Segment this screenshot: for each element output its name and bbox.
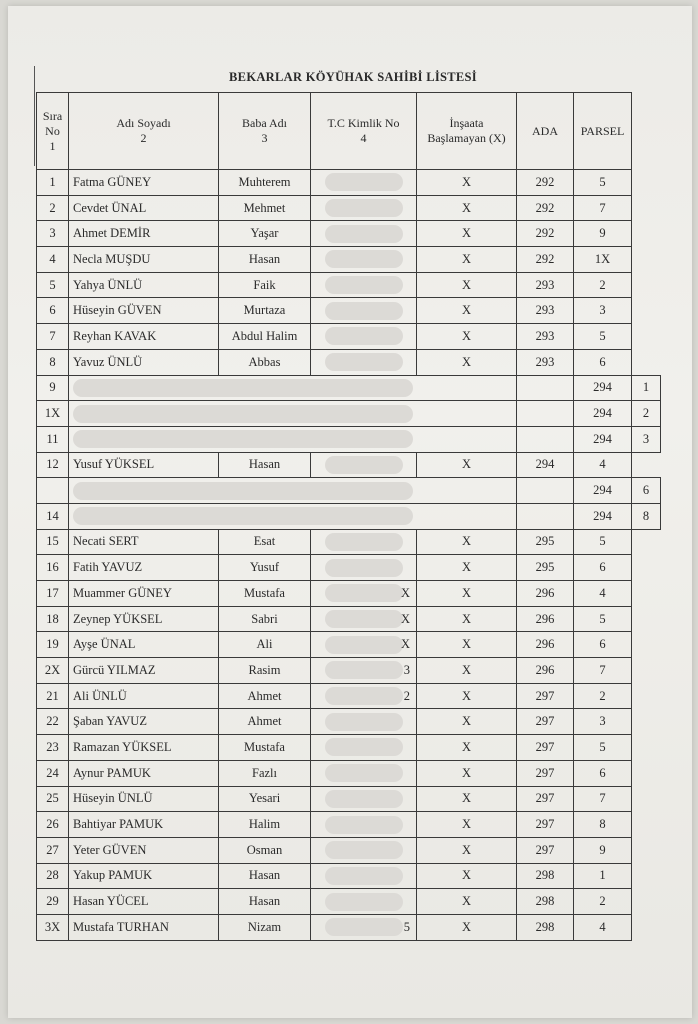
row-number: 15 xyxy=(37,529,69,555)
father-name: Hasan xyxy=(219,452,311,478)
redaction-blur xyxy=(325,584,403,602)
person-name: Zeynep YÜKSEL xyxy=(69,606,219,632)
ada-number: 294 xyxy=(574,478,632,504)
tc-kimlik-cell xyxy=(311,837,417,863)
row-number: 3 xyxy=(37,221,69,247)
tc-kimlik-cell xyxy=(311,195,417,221)
parsel-number: 6 xyxy=(574,349,632,375)
redaction-blur xyxy=(325,199,403,217)
ada-number: 297 xyxy=(517,837,574,863)
tc-kimlik-cell xyxy=(311,812,417,838)
father-name: Mustafa xyxy=(219,581,311,607)
person-name: Cevdet ÜNAL xyxy=(69,195,219,221)
ada-number: 293 xyxy=(517,349,574,375)
row-number: 6 xyxy=(37,298,69,324)
parsel-number: 9 xyxy=(574,221,632,247)
redaction-blur xyxy=(325,636,403,654)
ada-number: 296 xyxy=(517,632,574,658)
parsel-number: 5 xyxy=(574,606,632,632)
person-name: Yeter GÜVEN xyxy=(69,837,219,863)
row-number: 26 xyxy=(37,812,69,838)
tc-kimlik-cell xyxy=(311,452,417,478)
father-name: Esat xyxy=(219,529,311,555)
row-number: 1X xyxy=(37,401,69,427)
parsel-number: 7 xyxy=(574,786,632,812)
father-name: Faik xyxy=(219,272,311,298)
redaction-blur xyxy=(325,302,403,320)
construction-mark: X xyxy=(417,555,517,581)
tc-kimlik-cell xyxy=(311,760,417,786)
table-row xyxy=(37,529,661,555)
construction-mark xyxy=(517,401,574,427)
table-row xyxy=(37,914,661,940)
redaction-blur xyxy=(325,841,403,859)
father-name: Yesari xyxy=(219,786,311,812)
redaction-blur xyxy=(325,893,403,911)
ada-number: 298 xyxy=(517,863,574,889)
table-row xyxy=(37,760,661,786)
father-name: Abbas xyxy=(219,349,311,375)
ada-number: 297 xyxy=(517,735,574,761)
table-row xyxy=(37,247,661,273)
table-row xyxy=(37,658,661,684)
person-name: Ramazan YÜKSEL xyxy=(69,735,219,761)
row-number: 28 xyxy=(37,863,69,889)
redaction-blur xyxy=(325,713,403,731)
tc-kimlik-cell xyxy=(311,658,417,684)
table-row xyxy=(37,503,661,529)
redacted-entry xyxy=(69,375,517,401)
father-name: Abdul Halim xyxy=(219,324,311,350)
construction-mark: X xyxy=(417,786,517,812)
row-number: 23 xyxy=(37,735,69,761)
redaction-blur xyxy=(325,661,403,679)
person-name: Yakup PAMUK xyxy=(69,863,219,889)
person-name: Necla MUŞDU xyxy=(69,247,219,273)
header-tc-kimlik-no: T.C Kimlik No 4 xyxy=(311,93,417,170)
construction-mark: X xyxy=(417,606,517,632)
father-name: Yaşar xyxy=(219,221,311,247)
tc-visible-fragment: X xyxy=(400,611,410,626)
ada-number: 295 xyxy=(517,529,574,555)
redaction-blur xyxy=(325,764,403,782)
table-row xyxy=(37,195,661,221)
father-name: Hasan xyxy=(219,863,311,889)
ada-number: 294 xyxy=(574,375,632,401)
construction-mark: X xyxy=(417,658,517,684)
ada-number: 292 xyxy=(517,170,574,196)
redaction-blur xyxy=(73,507,413,525)
tc-kimlik-cell xyxy=(311,914,417,940)
parsel-number: 1 xyxy=(574,863,632,889)
tc-kimlik-cell xyxy=(311,247,417,273)
row-number xyxy=(37,478,69,504)
construction-mark: X xyxy=(417,760,517,786)
ada-number: 297 xyxy=(517,683,574,709)
parsel-number: 5 xyxy=(574,324,632,350)
table-row xyxy=(37,606,661,632)
parsel-number: 7 xyxy=(574,658,632,684)
redaction-blur xyxy=(73,482,413,500)
tc-kimlik-cell xyxy=(311,529,417,555)
ada-number: 297 xyxy=(517,786,574,812)
row-number: 2 xyxy=(37,195,69,221)
table-row xyxy=(37,375,661,401)
parsel-number: 3 xyxy=(574,298,632,324)
person-name: Hüseyin ÜNLÜ xyxy=(69,786,219,812)
parsel-number: 6 xyxy=(632,478,661,504)
parsel-number: 1 xyxy=(632,375,661,401)
redaction-blur xyxy=(325,816,403,834)
table-row xyxy=(37,863,661,889)
table-row xyxy=(37,709,661,735)
construction-mark: X xyxy=(417,221,517,247)
redaction-blur xyxy=(325,533,403,551)
header-ada: ADA xyxy=(517,93,574,170)
ada-number: 293 xyxy=(517,324,574,350)
row-number: 8 xyxy=(37,349,69,375)
father-name: Ahmet xyxy=(219,709,311,735)
redaction-blur xyxy=(325,250,403,268)
row-number: 29 xyxy=(37,889,69,915)
redaction-blur xyxy=(325,225,403,243)
construction-mark xyxy=(517,375,574,401)
table-row xyxy=(37,298,661,324)
document-title: BEKARLAR KÖYÜHAK SAHİBİ LİSTESİ xyxy=(229,70,477,84)
table-row xyxy=(37,812,661,838)
construction-mark: X xyxy=(417,272,517,298)
father-name: Sabri xyxy=(219,606,311,632)
father-name: Rasim xyxy=(219,658,311,684)
row-number: 17 xyxy=(37,581,69,607)
ada-number: 297 xyxy=(517,812,574,838)
father-name: Osman xyxy=(219,837,311,863)
redaction-blur xyxy=(325,867,403,885)
tc-visible-fragment: 2 xyxy=(403,688,410,703)
row-number: 14 xyxy=(37,503,69,529)
person-name: Ahmet DEMİR xyxy=(69,221,219,247)
parsel-number: 2 xyxy=(574,272,632,298)
redaction-blur xyxy=(325,173,403,191)
parsel-number: 1X xyxy=(574,247,632,273)
ada-number: 298 xyxy=(517,914,574,940)
redacted-entry xyxy=(69,426,517,452)
person-name: Hüseyin GÜVEN xyxy=(69,298,219,324)
tc-visible-fragment: X xyxy=(400,637,410,652)
ada-number: 296 xyxy=(517,581,574,607)
row-number: 9 xyxy=(37,375,69,401)
table-row xyxy=(37,735,661,761)
tc-kimlik-cell xyxy=(311,324,417,350)
tc-kimlik-cell xyxy=(311,555,417,581)
parsel-number: 3 xyxy=(574,709,632,735)
row-number: 21 xyxy=(37,683,69,709)
father-name: Nizam xyxy=(219,914,311,940)
tc-visible-fragment: X xyxy=(400,586,410,600)
person-name: Muammer GÜNEY xyxy=(69,581,219,607)
redaction-blur xyxy=(325,559,403,577)
construction-mark: X xyxy=(417,581,517,607)
table-row xyxy=(37,555,661,581)
redaction-blur xyxy=(73,379,413,397)
ada-number: 297 xyxy=(517,709,574,735)
row-number: 25 xyxy=(37,786,69,812)
ada-number: 292 xyxy=(517,221,574,247)
construction-mark: X xyxy=(417,837,517,863)
redaction-blur xyxy=(325,456,403,474)
father-name: Halim xyxy=(219,812,311,838)
table-row xyxy=(37,452,661,478)
ada-number: 296 xyxy=(517,658,574,684)
redaction-blur xyxy=(325,687,403,705)
person-name: Mustafa TURHAN xyxy=(69,914,219,940)
document-page xyxy=(8,6,692,1018)
construction-mark: X xyxy=(417,349,517,375)
table-row xyxy=(37,581,661,607)
parsel-number: 2 xyxy=(632,401,661,427)
row-number: 18 xyxy=(37,606,69,632)
person-name: Gürcü YILMAZ xyxy=(69,658,219,684)
construction-mark: X xyxy=(417,914,517,940)
table-row xyxy=(37,170,661,196)
construction-mark: X xyxy=(417,632,517,658)
construction-mark: X xyxy=(417,298,517,324)
parsel-number: 2 xyxy=(574,683,632,709)
parsel-number: 6 xyxy=(574,760,632,786)
parsel-number: 6 xyxy=(574,555,632,581)
ada-number: 292 xyxy=(517,195,574,221)
redaction-blur xyxy=(325,790,403,808)
ada-number: 295 xyxy=(517,555,574,581)
row-number: 19 xyxy=(37,632,69,658)
tc-kimlik-cell xyxy=(311,683,417,709)
ada-number: 298 xyxy=(517,889,574,915)
ada-number: 293 xyxy=(517,272,574,298)
table-row xyxy=(37,889,661,915)
table-row xyxy=(37,683,661,709)
redaction-blur xyxy=(325,327,403,345)
construction-mark xyxy=(517,503,574,529)
parsel-number: 3 xyxy=(632,426,661,452)
construction-mark: X xyxy=(417,683,517,709)
table-row xyxy=(37,272,661,298)
table-row xyxy=(37,478,661,504)
tc-kimlik-cell xyxy=(311,349,417,375)
redaction-blur xyxy=(325,738,403,756)
ada-number: 297 xyxy=(517,760,574,786)
person-name: Ali ÜNLÜ xyxy=(69,683,219,709)
table-row xyxy=(37,837,661,863)
redaction-blur xyxy=(325,918,403,936)
row-number: 11 xyxy=(37,426,69,452)
father-name: Hasan xyxy=(219,889,311,915)
ada-number: 296 xyxy=(517,606,574,632)
header-sira-no: Sıra No 1 xyxy=(37,93,69,170)
person-name: Hasan YÜCEL xyxy=(69,889,219,915)
redacted-entry xyxy=(69,401,517,427)
parsel-number: 8 xyxy=(632,503,661,529)
construction-mark: X xyxy=(417,195,517,221)
tc-kimlik-cell xyxy=(311,863,417,889)
father-name: Hasan xyxy=(219,247,311,273)
header-row xyxy=(37,93,661,170)
construction-mark: X xyxy=(417,735,517,761)
table-row xyxy=(37,324,661,350)
table-row xyxy=(37,632,661,658)
tc-visible-fragment: 5 xyxy=(403,919,410,934)
parsel-number: 9 xyxy=(574,837,632,863)
ada-number: 294 xyxy=(574,503,632,529)
parsel-number: 4 xyxy=(574,914,632,940)
father-name: Ahmet xyxy=(219,683,311,709)
redaction-blur xyxy=(325,276,403,294)
father-name: Mustafa xyxy=(219,735,311,761)
table-row xyxy=(37,221,661,247)
row-number: 16 xyxy=(37,555,69,581)
person-name: Yusuf YÜKSEL xyxy=(69,452,219,478)
parsel-number: 5 xyxy=(574,170,632,196)
table-row xyxy=(37,786,661,812)
tc-kimlik-cell xyxy=(311,272,417,298)
table-row xyxy=(37,426,661,452)
person-name: Bahtiyar PAMUK xyxy=(69,812,219,838)
construction-mark: X xyxy=(417,452,517,478)
construction-mark: X xyxy=(417,863,517,889)
table-row xyxy=(37,401,661,427)
ada-number: 292 xyxy=(517,247,574,273)
person-name: Fatih YAVUZ xyxy=(69,555,219,581)
beneficiary-table xyxy=(36,92,661,941)
redaction-blur xyxy=(73,405,413,423)
row-number: 24 xyxy=(37,760,69,786)
header-parsel: PARSEL xyxy=(574,93,632,170)
header-baba-adi: Baba Adı 3 xyxy=(219,93,311,170)
tc-kimlik-cell xyxy=(311,632,417,658)
row-number: 22 xyxy=(37,709,69,735)
row-number: 7 xyxy=(37,324,69,350)
row-number: 12 xyxy=(37,452,69,478)
father-name: Yusuf xyxy=(219,555,311,581)
parsel-number: 8 xyxy=(574,812,632,838)
row-number: 5 xyxy=(37,272,69,298)
construction-mark: X xyxy=(417,709,517,735)
person-name: Yahya ÜNLÜ xyxy=(69,272,219,298)
redaction-blur xyxy=(325,610,403,628)
parsel-number: 4 xyxy=(574,581,632,607)
parsel-number: 5 xyxy=(574,529,632,555)
header-adi-soyadi: Adı Soyadı 2 xyxy=(69,93,219,170)
tc-kimlik-cell xyxy=(311,786,417,812)
parsel-number: 7 xyxy=(574,195,632,221)
redaction-blur xyxy=(325,353,403,371)
construction-mark xyxy=(517,426,574,452)
tc-kimlik-cell xyxy=(311,221,417,247)
construction-mark: X xyxy=(417,529,517,555)
header-insaata-baslamayan: İnşaata Başlamayan (X) xyxy=(417,93,517,170)
father-name: Mehmet xyxy=(219,195,311,221)
tc-kimlik-cell xyxy=(311,581,417,607)
tc-kimlik-cell xyxy=(311,170,417,196)
construction-mark: X xyxy=(417,889,517,915)
row-number: 1 xyxy=(37,170,69,196)
parsel-number: 6 xyxy=(574,632,632,658)
ada-number: 293 xyxy=(517,298,574,324)
person-name: Aynur PAMUK xyxy=(69,760,219,786)
father-name: Fazlı xyxy=(219,760,311,786)
person-name: Yavuz ÜNLÜ xyxy=(69,349,219,375)
redacted-entry xyxy=(69,503,517,529)
father-name: Ali xyxy=(219,632,311,658)
ada-number: 294 xyxy=(574,426,632,452)
construction-mark xyxy=(517,478,574,504)
parsel-number: 4 xyxy=(574,452,632,478)
row-number: 4 xyxy=(37,247,69,273)
redacted-entry xyxy=(69,478,517,504)
parsel-number: 5 xyxy=(574,735,632,761)
person-name: Reyhan KAVAK xyxy=(69,324,219,350)
ada-number: 294 xyxy=(574,401,632,427)
person-name: Fatma GÜNEY xyxy=(69,170,219,196)
person-name: Şaban YAVUZ xyxy=(69,709,219,735)
tc-kimlik-cell xyxy=(311,889,417,915)
tc-kimlik-cell xyxy=(311,735,417,761)
ada-number: 294 xyxy=(517,452,574,478)
father-name: Murtaza xyxy=(219,298,311,324)
construction-mark: X xyxy=(417,812,517,838)
tc-kimlik-cell xyxy=(311,709,417,735)
person-name: Necati SERT xyxy=(69,529,219,555)
table-row xyxy=(37,349,661,375)
tc-visible-fragment: 3 xyxy=(403,663,410,678)
parsel-number: 2 xyxy=(574,889,632,915)
page-edge-line xyxy=(34,66,35,166)
redaction-blur xyxy=(73,430,413,448)
father-name: Muhterem xyxy=(219,170,311,196)
tc-kimlik-cell xyxy=(311,606,417,632)
row-number: 2X xyxy=(37,658,69,684)
construction-mark: X xyxy=(417,170,517,196)
person-name: Ayşe ÜNAL xyxy=(69,632,219,658)
row-number: 27 xyxy=(37,837,69,863)
row-number: 3X xyxy=(37,914,69,940)
construction-mark: X xyxy=(417,324,517,350)
tc-kimlik-cell xyxy=(311,298,417,324)
construction-mark: X xyxy=(417,247,517,273)
